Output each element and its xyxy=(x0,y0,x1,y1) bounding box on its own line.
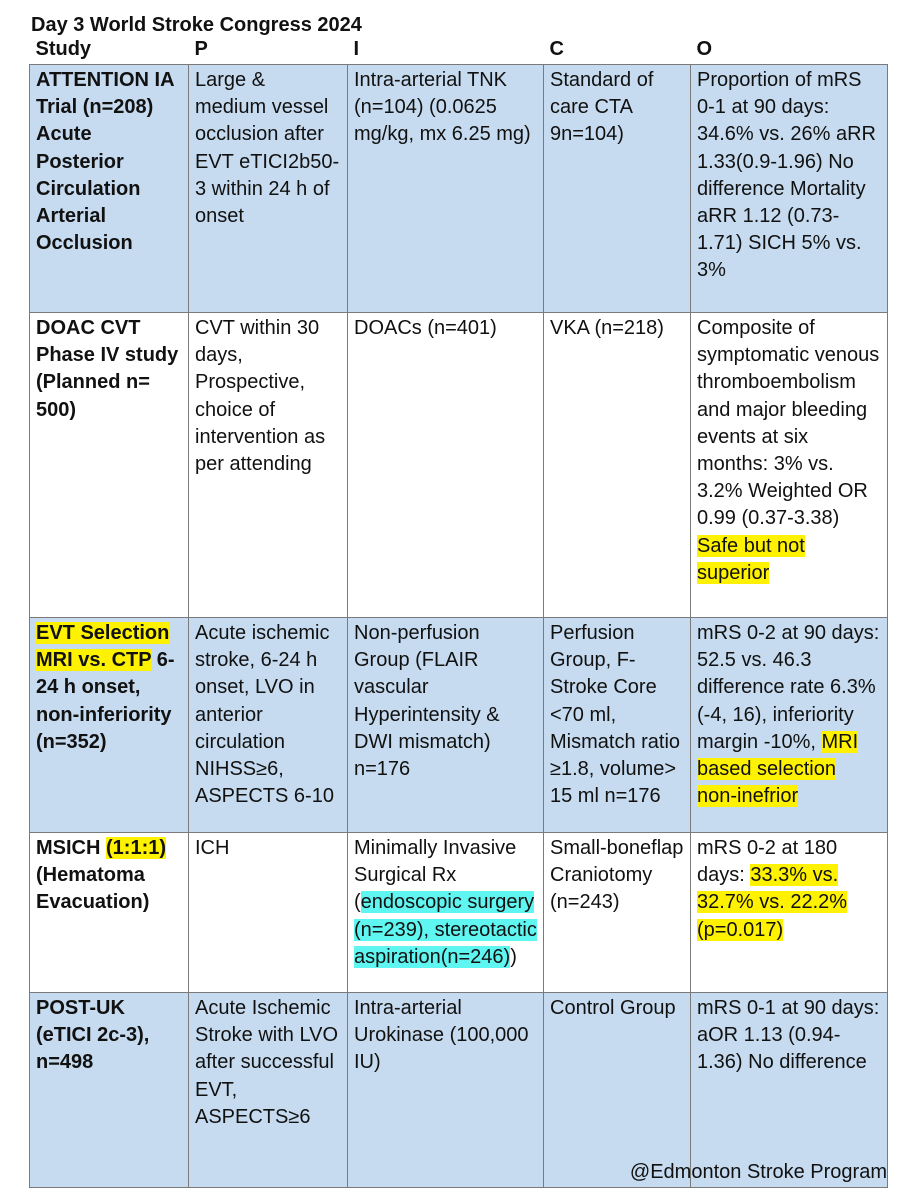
outcome-cell: mRS 0-1 at 90 days: aOR 1.13 (0.94-1.36) No difference xyxy=(691,993,888,1188)
outcome-cell xyxy=(691,833,888,993)
outcome-text: mRS 0-2 at 90 days: 52.5 vs. 46.3 difference rate 6.3% (-4, 16), inferiority margin -10%, xyxy=(697,622,880,753)
header-c: C xyxy=(544,36,691,65)
intervention-cell: Non-perfusion Group (FLAIR vascular Hyperintensity & DWI mismatch) n=176 xyxy=(348,618,544,833)
intervention-highlight: endoscopic surgery (n=239), stereotactic aspiration(n=246) xyxy=(354,891,537,968)
outcome-highlight: MRI based selection non-inefrior xyxy=(697,730,859,808)
pico-table xyxy=(29,36,888,1188)
header-study: Study xyxy=(30,36,189,65)
outcome-highlight: Safe but not superior xyxy=(697,534,805,584)
population-cell: ICH xyxy=(189,833,348,993)
header-o: O xyxy=(691,36,888,65)
outcome-cell xyxy=(691,313,888,618)
study-cell: ATTENTION IA Trial (n=208) Acute Posterior Circulation Arterial Occlusion xyxy=(30,65,189,313)
intervention-text: ) xyxy=(510,945,517,968)
header-i: I xyxy=(348,36,544,65)
outcome-cell: Proportion of mRS 0-1 at 90 days: 34.6% vs. 26% aRR 1.33(0.9-1.96) No difference Mortality aRR 1.12 (0.73-1.71) SICH 5% vs. 3% xyxy=(691,65,888,313)
table-header-row xyxy=(30,36,888,65)
table-row xyxy=(30,618,888,833)
population-cell: Acute ischemic stroke, 6-24 h onset, LVO in anterior circulation NIHSS≥6, ASPECTS 6-10 xyxy=(189,618,348,833)
population-cell: CVT within 30 days, Prospective, choice of intervention as per attending xyxy=(189,313,348,618)
table-row xyxy=(30,65,888,313)
table-row xyxy=(30,313,888,618)
population-cell: Large & medium vessel occlusion after EVT eTICI2b50-3 within 24 h of onset xyxy=(189,65,348,313)
page-title: Day 3 World Stroke Congress 2024 xyxy=(31,14,362,36)
intervention-cell: DOACs (n=401) xyxy=(348,313,544,618)
intervention-cell: Intra-arterial TNK (n=104) (0.0625 mg/kg, mx 6.25 mg) xyxy=(348,65,544,313)
comparison-cell: VKA (n=218) xyxy=(544,313,691,618)
outcome-highlight: 33.3% vs. 32.7% vs. 22.2% (p=0.017) xyxy=(697,864,848,941)
intervention-cell: Intra-arterial Urokinase (100,000 IU) xyxy=(348,993,544,1188)
intervention-text: Minimally Invasive Surgical Rx ( xyxy=(354,837,517,914)
outcome-text: mRS 0-2 at 180 days: xyxy=(697,837,838,887)
comparison-cell: Control Group xyxy=(544,993,691,1188)
study-cell xyxy=(30,618,189,833)
comparison-cell: Small-boneflap Craniotomy (n=243) xyxy=(544,833,691,993)
study-text: 6-24 h onset, non-inferiority (n=352) xyxy=(36,649,175,753)
study-highlight: (1:1:1) xyxy=(106,837,167,859)
table-row xyxy=(30,833,888,993)
comparison-cell: Perfusion Group, F-Stroke Core <70 ml, Mismatch ratio ≥1.8, volume> 15 ml n=176 xyxy=(544,618,691,833)
outcome-text: Composite of symptomatic venous thromboembolism and major bleeding events at six months: 3% vs. 3.2% Weighted OR 0.99 (0.37-3.38) xyxy=(697,317,880,530)
study-text: (Hematoma Evacuation) xyxy=(36,864,150,914)
population-cell: Acute Ischemic Stroke with LVO after successful EVT, ASPECTS≥6 xyxy=(189,993,348,1188)
study-cell: DOAC CVT Phase IV study (Planned n= 500) xyxy=(30,313,189,618)
header-p: P xyxy=(189,36,348,65)
study-cell xyxy=(30,833,189,993)
study-text: MSICH xyxy=(36,837,106,859)
study-cell: POST-UK (eTICI 2c-3), n=498 xyxy=(30,993,189,1188)
comparison-cell: Standard of care CTA 9n=104) xyxy=(544,65,691,313)
intervention-cell xyxy=(348,833,544,993)
outcome-cell xyxy=(691,618,888,833)
footer-credit: @Edmonton Stroke Program xyxy=(629,1161,887,1183)
study-highlight: EVT Selection MRI vs. CTP xyxy=(36,622,170,672)
